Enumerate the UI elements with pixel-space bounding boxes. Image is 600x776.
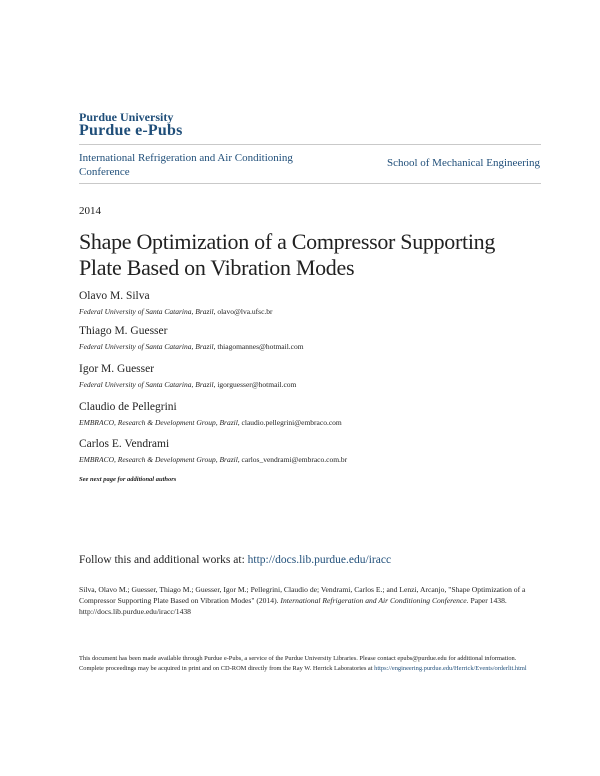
author-name: Thiago M. Guesser bbox=[79, 325, 168, 337]
follow-line bbox=[79, 554, 391, 566]
author-affiliation: EMBRACO, Research & Development Group, Brazil, claudio.pellegrini@embraco.com bbox=[79, 418, 342, 427]
author-name: Carlos E. Vendrami bbox=[79, 438, 170, 450]
citation-url[interactable]: http://docs.lib.purdue.edu/iracc/1438 bbox=[79, 607, 191, 616]
publication-year: 2014 bbox=[79, 205, 101, 217]
author-name: Igor M. Guesser bbox=[79, 363, 155, 375]
author-name: Olavo M. Silva bbox=[79, 290, 150, 302]
follow-text: Follow this and additional works at: bbox=[79, 554, 245, 566]
author-affiliation: Federal University of Santa Catarina, Brazil, olavo@lva.ufsc.br bbox=[79, 307, 273, 316]
author-affiliation: Federal University of Santa Catarina, Brazil, thiagomannes@hotmail.com bbox=[79, 342, 304, 351]
follow-link[interactable]: http://docs.lib.purdue.edu/iracc bbox=[247, 554, 392, 566]
citation-block: Silva, Olavo M.; Guesser, Thiago M.; Guesser, Igor M.; Pellegrini, Claudio de; Vendrami, Carlos E.; and Lenzi, Arcanjo, "Shape Optimization of a Compressor Supporting Plate Based on Vibration Modes" (2014). International Refrigeration and Air Conditioning Conference. Paper 1438. http://docs.lib.purdue.edu/iracc/1438 bbox=[79, 585, 526, 616]
university-name: Purdue University bbox=[79, 110, 174, 124]
author-affiliation: EMBRACO, Research & Development Group, Brazil, carlos_vendrami@embraco.com.br bbox=[79, 455, 348, 464]
citation-venue: International Refrigeration and Air Conditioning Conference. bbox=[280, 596, 469, 605]
department-link[interactable]: School of Mechanical Engineering bbox=[386, 157, 540, 169]
header-divider-top bbox=[79, 144, 541, 145]
see-next-page-note[interactable]: See next page for additional authors bbox=[79, 476, 177, 483]
herrick-link[interactable]: https://engineering.purdue.edu/Herrick/Events/orderlit.html bbox=[374, 664, 527, 672]
paper-title: Shape Optimization of a Compressor Supporting Plate Based on Vibration Modes bbox=[79, 229, 496, 280]
header-divider-bottom bbox=[79, 183, 541, 184]
repository-name[interactable]: Purdue e-Pubs bbox=[79, 122, 183, 139]
author-affiliation: Federal University of Santa Catarina, Brazil, igorguesser@hotmail.com bbox=[79, 380, 297, 389]
conference-series-link[interactable]: International Refrigeration and Air Conditioning Conference bbox=[79, 152, 293, 178]
author-name: Claudio de Pellegrini bbox=[79, 401, 177, 413]
footer-notice: This document has been made available through Purdue e-Pubs, a service of the Purdue University Libraries. Please contact epubs@purdue.edu for additional information. Complete proceedings may be acquired in print and on CD-ROM directly from the Ray W. Herrick Laboratories at https://engineering.purdue.edu/Herrick/Events/orderlit.html bbox=[79, 655, 527, 672]
